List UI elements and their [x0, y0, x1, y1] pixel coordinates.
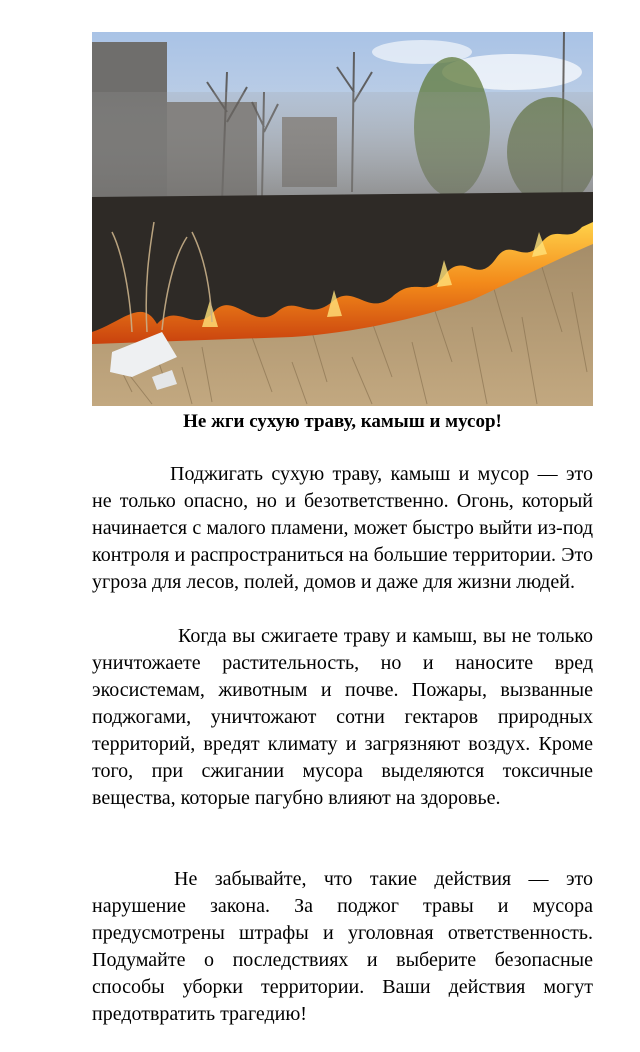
paragraph-law: Не забывайте, что такие действия — это нарушение закона. За поджог травы и мусора предусмотрены штрафы и уголовная ответственность. Подумайте о последствиях и выберите безопасные способы уборки территории. Ваши действия могут предотвратить трагедию!: [92, 868, 593, 1025]
grass-fire-photo: [92, 32, 593, 406]
paragraph-danger: Поджигать сухую траву, камыш и мусор — это не только опасно, но и безответственно. Огонь, который начинается с малого пламени, может быстро выйти из-под контроля и распространиться на большие территории. Это угроза для лесов, полей, домов и даже для жизни людей.: [92, 463, 593, 593]
headline: Не жги сухую траву, камыш и мусор!: [183, 411, 502, 432]
paragraph-ecology: Когда вы сжигаете траву и камыш, вы не только уничтожаете растительность, но и наносите вред экосистемам, животным и почве. Пожары, вызванные поджогами, уничтожают сотни гектаров природных территорий, вредят климату и загрязняют воздух. Кроме того, при сжигании мусора выделяются токсичные вещества, которые пагубно влияют на здоровье.: [92, 625, 593, 809]
